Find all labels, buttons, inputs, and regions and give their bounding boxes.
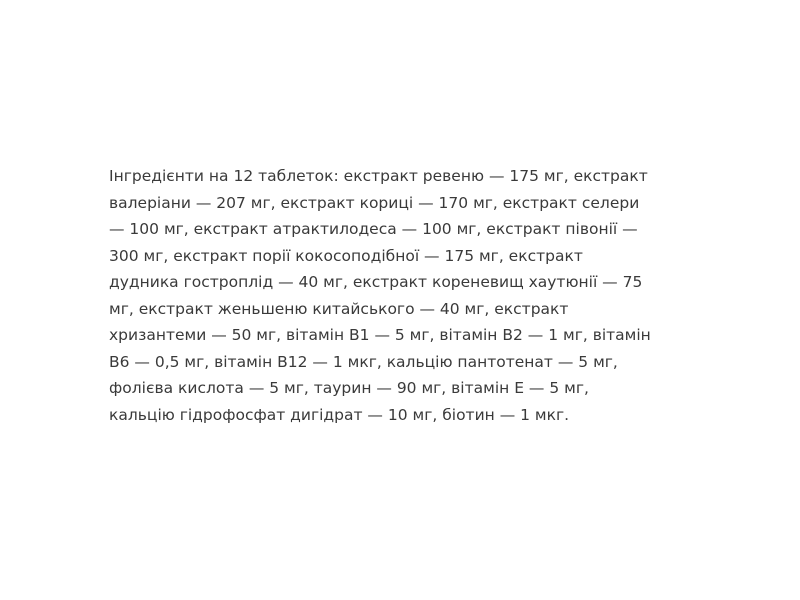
ingredients-line: мг, екстракт женьшеню китайського — 40 мг, екстракт [109, 299, 569, 318]
ingredients-line: кальцію гідрофосфат дигідрат — 10 мг, біотин — 1 мкг. [109, 405, 570, 424]
ingredients-line: фолієва кислота — 5 мг, таурин — 90 мг, вітамін Е — 5 мг, [109, 379, 589, 397]
ingredients-line: хризантеми — 50 мг, вітамін В1 — 5 мг, вітамін В2 — 1 мг, вітамін [109, 326, 651, 344]
ingredients-line: Інгредієнти на 12 таблеток: екстракт ревеню — 175 мг, екстракт [109, 167, 648, 185]
ingredients-paragraph [109, 163, 709, 428]
ingredients-line: валеріани — 207 мг, екстракт кориці — 170 мг, екстракт селери [109, 193, 640, 212]
ingredients-line: 300 мг, екстракт порії кокосоподібної — 175 мг, екстракт [109, 246, 583, 265]
ingredients-line: дудника гостроплід — 40 мг, екстракт кореневищ хаутюнії — 75 [109, 273, 643, 291]
ingredients-line: — 100 мг, екстракт атрактилодеса — 100 мг, екстракт півонії — [109, 220, 638, 238]
ingredients-line: В6 — 0,5 мг, вітамін В12 — 1 мкг, кальцію пантотенат — 5 мг, [109, 352, 618, 371]
